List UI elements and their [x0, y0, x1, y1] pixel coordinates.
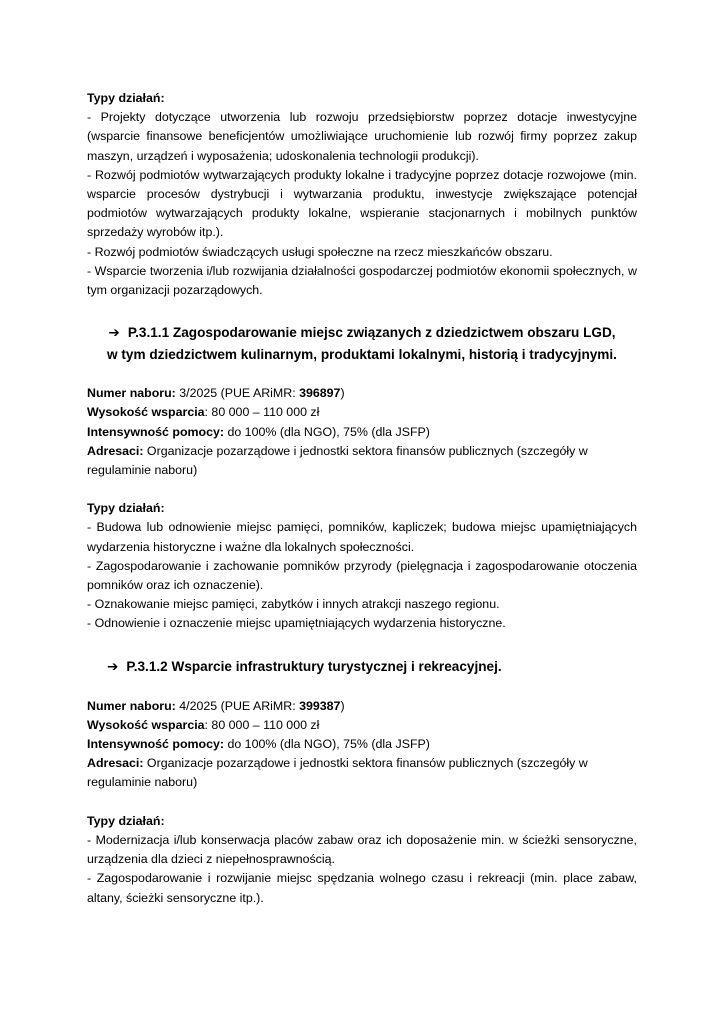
wysokosc-value: : 80 000 – 110 000 zł	[204, 717, 320, 732]
adresaci-label: Adresaci:	[87, 443, 144, 458]
adresaci-label: Adresaci:	[87, 756, 144, 771]
section-title-line1: P.3.1.1 Zagospodarowanie miejsc związanych z dziedzictwem obszaru LGD,	[127, 325, 616, 341]
list-item: - Zagospodarowanie i rozwijanie miejsc spędzania wolnego czasu i rekreacji (min. place zabaw, altany, ścieżki sensoryczne itp.).	[87, 871, 637, 905]
list-item: - Projekty dotyczące utworzenia lub rozwoju przedsiębiorstw poprzez dotacje inwestycyjne (wsparcie finansowe beneficjentów umożliwiające uruchomienie lub rozwój firmy poprzez zakup maszyn, urządzeń i wyposażenia; udoskonalenia technologii produkcji).	[87, 110, 637, 163]
intensywnosc-label: Intensywność pomocy:	[87, 737, 225, 752]
list-item: - Oznakowanie miejsc pamięci, zabytków i innych atrakcji naszego regionu.	[87, 597, 500, 612]
list-item: - Wsparcie tworzenia i/lub rozwijania działalności gospodarczej podmiotów ekonomii społecznych, w tym organizacji pozarządowych.	[87, 263, 637, 298]
nabor-line	[87, 697, 637, 716]
list-item: - Rozwój podmiotów świadczących usługi społeczne na rzecz mieszkańców obszaru.	[87, 244, 553, 259]
list-item: - Odnowienie i oznaczenie miejsc upamiętniających wydarzenia historyczne.	[87, 616, 506, 631]
intensywnosc-value: do 100% (dla NGO), 75% (dla JSFP)	[224, 737, 430, 752]
nabor-close: )	[340, 698, 345, 713]
nabor-line	[87, 384, 637, 403]
section-title-line2: w tym dziedzictwem kulinarnym, produktami lokalnymi, historią i tradycyjnymi.	[107, 347, 617, 363]
nabor-label: Numer naboru:	[87, 698, 176, 713]
types-label: Typy działań:	[87, 813, 165, 828]
section-title	[87, 656, 637, 678]
types-label: Typy działań:	[87, 91, 165, 105]
wysokosc-label: Wysokość wsparcia	[87, 405, 205, 420]
arrow-right-icon: ➔	[107, 658, 119, 675]
nabor-value: 4/2025 (PUE ARiMR:	[175, 698, 300, 713]
wysokosc-line	[87, 716, 637, 735]
adresaci-value: Organizacje pozarządowe i jednostki sektora finansów publicznych (szczegóły w regulaminie naboru)	[87, 756, 588, 790]
intensywnosc-label: Intensywność pomocy:	[87, 424, 225, 439]
arrow-right-icon: ➔	[108, 325, 120, 342]
nabor-close: )	[340, 386, 345, 401]
adresaci-line	[87, 754, 637, 792]
list-item: - Rozwój podmiotów wytwarzających produkty lokalne i tradycyjne poprzez dotacje rozwojowe (min. wsparcie procesów dystrybucji i wytwarzania produktu, inwestycje zwiększające potencjał podmiotów wytwarzających produkty lokalne, wspieranie stacjonarnych i mobilnych punktów sprzedaży wyrobów itp.).	[87, 167, 637, 240]
wysokosc-value: : 80 000 – 110 000 zł	[204, 405, 320, 420]
adresaci-line	[87, 442, 637, 480]
nabor-value: 3/2025 (PUE ARiMR:	[175, 386, 300, 401]
section-title	[87, 322, 637, 344]
nabor-label: Numer naboru:	[87, 386, 176, 401]
section-title-text: P.3.1.2 Wsparcie infrastruktury turystycznej i rekreacyjnej.	[126, 658, 502, 674]
wysokosc-line	[87, 403, 637, 422]
nabor-id: 396897	[299, 386, 341, 401]
list-item: - Zagospodarowanie i zachowanie pomników przyrody (pielęgnacja i zagospodarowanie otoczenia pomników oraz ich oznaczenie).	[87, 558, 637, 593]
intensywnosc-line	[87, 423, 637, 442]
list-item: - Modernizacja i/lub konserwacja placów zabaw oraz ich doposażenie min. w ścieżki sensoryczne, urządzenia dla dzieci z niepełnosprawnością.	[87, 832, 637, 867]
adresaci-value: Organizacje pozarządowe i jednostki sektora finansów publicznych (szczegóły w regulaminie naboru)	[87, 443, 588, 478]
list-item: - Budowa lub odnowienie miejsc pamięci, pomników, kapliczek; budowa miejsc upamiętniających wydarzenia historyczne i ważne dla lokalnych społeczności.	[87, 520, 637, 554]
wysokosc-label: Wysokość wsparcia	[87, 717, 205, 732]
intensywnosc-line	[87, 735, 637, 754]
intensywnosc-value: do 100% (dla NGO), 75% (dla JSFP)	[224, 424, 430, 439]
types-label: Typy działań:	[87, 501, 165, 516]
nabor-id: 399387	[299, 698, 341, 713]
